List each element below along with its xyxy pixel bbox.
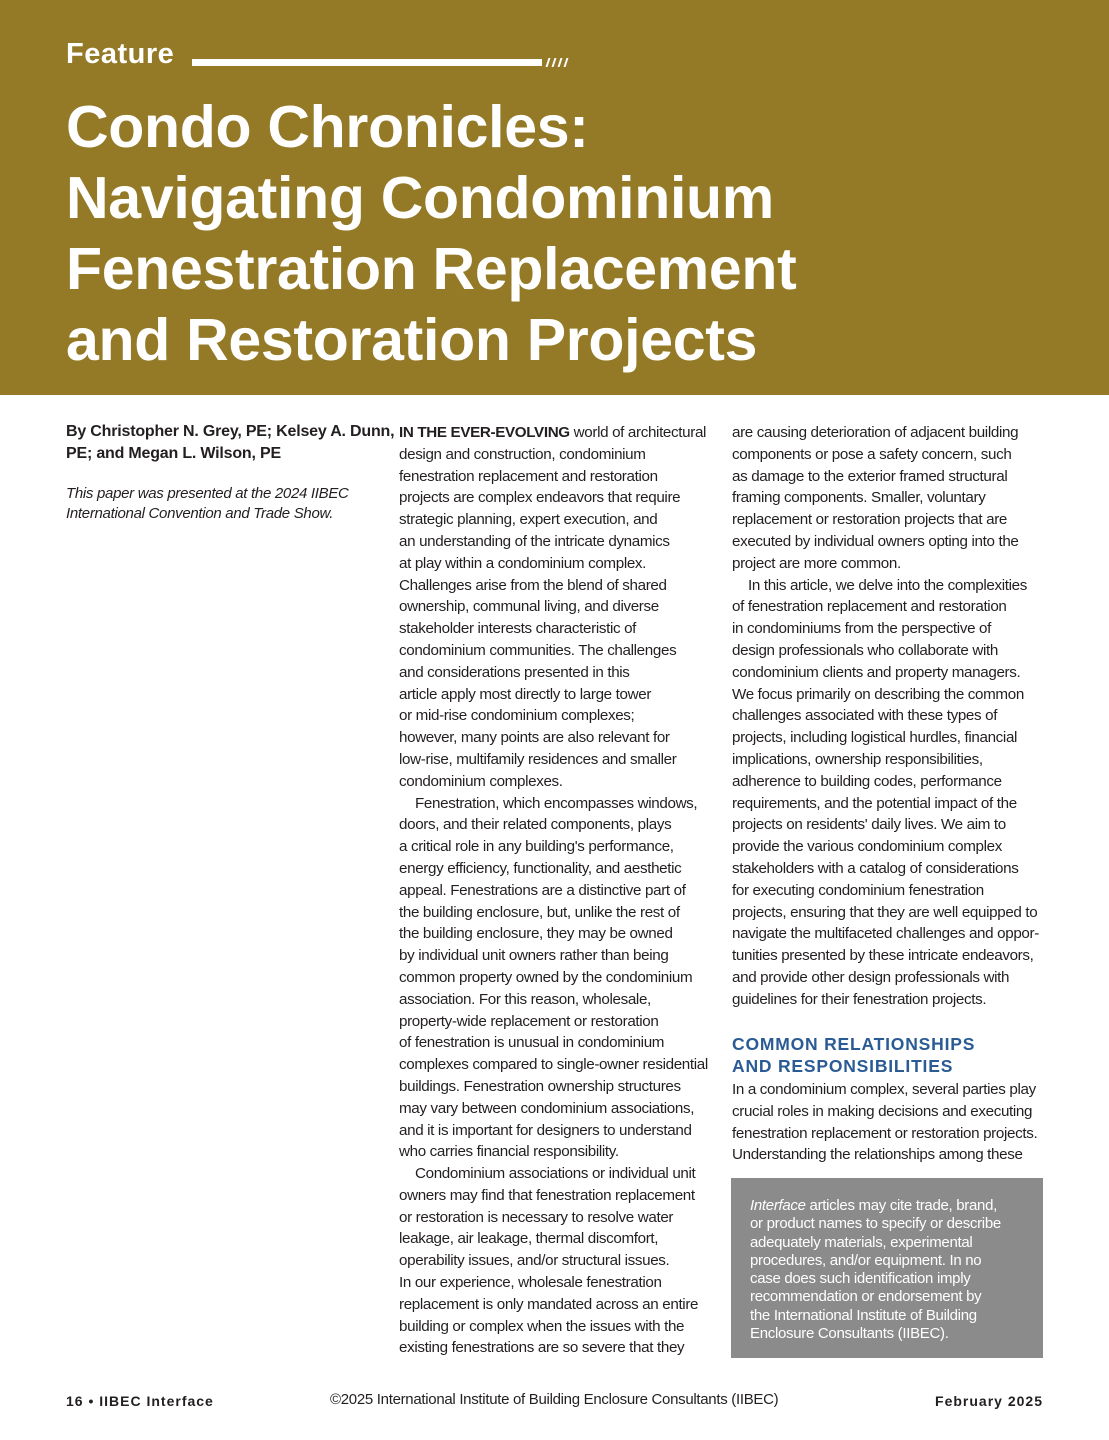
presentation-note xyxy=(66,484,382,524)
disclaimer-line: case does such identification imply xyxy=(750,1270,971,1288)
paragraph-line: In this article, we delve into the complexities xyxy=(748,576,1028,594)
paragraph-line: projects on residents' daily lives. We aim to xyxy=(732,816,1006,834)
paragraph-line: are causing deterioration of adjacent building xyxy=(732,424,1019,441)
paragraph-line: operability issues, and/or structural issues. xyxy=(399,1252,670,1270)
paragraph-line: projects, including logistical hurdles, financial xyxy=(732,729,1018,747)
title-line: Fenestration Replacement xyxy=(66,236,797,302)
article-title xyxy=(66,92,1066,376)
paragraph-line: replacement is only mandated across an entire xyxy=(399,1295,699,1313)
paragraph-line: In a condominium complex, several parties play xyxy=(732,1081,1036,1098)
paragraph-line: existing fenestrations are so severe that they xyxy=(399,1339,685,1357)
disclaimer-line: or product names to specify or describe xyxy=(750,1215,1001,1233)
paragraph-line: fenestration replacement or restoration projects. xyxy=(732,1124,1038,1142)
paragraph-line: and it is important for designers to understand xyxy=(399,1121,692,1139)
paragraph-line: Challenges arise from the blend of shared xyxy=(399,576,667,594)
paragraph-line: projects are complex endeavors that require xyxy=(399,489,681,507)
title-line: Condo Chronicles: xyxy=(66,94,589,160)
paragraph-line: fenestration replacement and restoration xyxy=(399,467,658,485)
paragraph-line: ownership, communal living, and diverse xyxy=(399,598,659,616)
disclaimer-line: the International Institute of Building xyxy=(750,1306,977,1324)
paragraph-line: and considerations presented in this xyxy=(399,663,630,681)
paragraph-line: common property owned by the condominium xyxy=(399,968,693,986)
footer-copyright: ©2025 International Institute of Building Enclosure Consultants (IIBEC) xyxy=(330,1391,779,1408)
paragraph-line: buildings. Fenestration ownership structures xyxy=(399,1077,681,1095)
paragraph-line: We focus primarily on describing the common xyxy=(732,685,1024,703)
disclaimer-line: recommendation or endorsement by xyxy=(750,1288,982,1306)
paragraph-line: as damage to the exterior framed structural xyxy=(732,467,1008,485)
paragraph-line: association. For this reason, wholesale, xyxy=(399,990,651,1008)
paragraph-line: at play within a condominium complex. xyxy=(399,554,647,572)
section-rule-ticks xyxy=(545,58,571,67)
paragraph-line: or mid-rise condominium complexes; xyxy=(399,707,635,725)
paragraph-line: challenges associated with these types of xyxy=(732,707,998,725)
paragraph-line: requirements, and the potential impact of the xyxy=(732,794,1017,812)
paragraph-line: an understanding of the intricate dynamics xyxy=(399,532,670,550)
footer-issue-date: February 2025 xyxy=(935,1393,1043,1409)
paragraph-line: replacement or restoration projects that are xyxy=(732,511,1007,529)
paragraph-line: who carries financial responsibility. xyxy=(399,1143,619,1161)
paragraph-line: the building enclosure, but, unlike the rest of xyxy=(399,903,680,921)
presentation-note-line: International Convention and Trade Show. xyxy=(66,505,334,522)
section-heading-line: COMMON RELATIONSHIPS xyxy=(732,1034,976,1054)
paragraph-line: article apply most directly to large tower xyxy=(399,685,652,703)
paragraph-line: of fenestration replacement and restoration xyxy=(732,598,1007,616)
disclaimer-box xyxy=(731,1178,1043,1358)
byline-line: By Christopher N. Grey, PE; Kelsey A. Dunn, xyxy=(66,423,395,440)
title-line: and Restoration Projects xyxy=(66,307,758,373)
paragraph-line: may vary between condominium associations, xyxy=(399,1099,695,1117)
lead-in: IN THE EVER-EVOLVING xyxy=(399,424,570,441)
body-column-1 xyxy=(399,422,711,1359)
paragraph-line: project are more common. xyxy=(732,554,901,572)
paragraph-line: or restoration is necessary to resolve water xyxy=(399,1208,674,1226)
paragraph-line: of fenestration is unusual in condominium xyxy=(399,1034,665,1052)
paragraph-line: appeal. Fenestrations are a distinctive part of xyxy=(399,881,686,899)
paragraph-line: stakeholder interests characteristic of xyxy=(399,620,637,638)
paragraph-line: in condominiums from the perspective of xyxy=(732,620,992,638)
paragraph-line: adherence to building codes, performance xyxy=(732,772,1002,790)
paragraph-line: energy efficiency, functionality, and aesthetic xyxy=(399,859,682,877)
paragraph-line: property-wide replacement or restoration xyxy=(399,1012,659,1030)
paragraph-line: Understanding the relationships among these xyxy=(732,1146,1023,1164)
paragraph-line: condominium clients and property managers. xyxy=(732,663,1021,681)
paragraph-line: design and construction, condominium xyxy=(399,445,646,463)
presentation-note-line: This paper was presented at the 2024 IIBEC xyxy=(66,485,349,502)
disclaimer-line: Enclosure Consultants (IIBEC). xyxy=(750,1325,949,1343)
footer-page-info: 16 • IIBEC Interface xyxy=(66,1393,214,1409)
paragraph-line: guidelines for their fenestration projects. xyxy=(732,990,987,1008)
paragraph-line: Condominium associations or individual unit xyxy=(415,1165,696,1183)
author-byline xyxy=(66,421,395,465)
paragraph-line: Fenestration, which encompasses windows, xyxy=(415,794,698,812)
paragraph-line: world of architectural xyxy=(569,424,707,441)
paragraph-line: complexes compared to single-owner residential xyxy=(399,1056,708,1074)
paragraph-line: provide the various condominium complex xyxy=(732,838,1002,856)
disclaimer-line: articles may cite trade, brand, xyxy=(805,1197,997,1214)
body-column-2 xyxy=(732,422,1044,1011)
paragraph-line: implications, ownership responsibilities, xyxy=(732,750,983,768)
paragraph-line: the building enclosure, they may be owned xyxy=(399,925,673,943)
paragraph-line: crucial roles in making decisions and executing xyxy=(732,1102,1033,1120)
paragraph-line: executed by individual owners opting into the xyxy=(732,532,1019,550)
paragraph-line: design professionals who collaborate with xyxy=(732,641,998,659)
paragraph-line: condominium communities. The challenges xyxy=(399,641,677,659)
paragraph-line: for executing condominium fenestration xyxy=(732,881,984,899)
paragraph-line: components or pose a safety concern, such xyxy=(732,445,1012,463)
body-column-2-continued xyxy=(732,1079,1044,1166)
paragraph-line: a critical role in any building's performance, xyxy=(399,838,674,856)
title-banner xyxy=(0,0,1109,395)
disclaimer-line: procedures, and/or equipment. In no xyxy=(750,1251,982,1269)
paragraph-line: framing components. Smaller, voluntary xyxy=(732,489,986,507)
paragraph-line: building or complex when the issues with the xyxy=(399,1317,685,1335)
paragraph-line: navigate the multifaceted challenges and oppor- xyxy=(732,925,1039,943)
paragraph-line: doors, and their related components, plays xyxy=(399,816,672,834)
magazine-name: Interface xyxy=(750,1197,806,1214)
paragraph-line: projects, ensuring that they are well equipped to xyxy=(732,903,1038,921)
section-heading-line: AND RESPONSIBILITIES xyxy=(732,1056,954,1076)
paragraph-line: stakeholders with a catalog of considerations xyxy=(732,859,1019,877)
paragraph-line: condominium complexes. xyxy=(399,772,563,790)
paragraph-line: tunities presented by these intricate endeavors, xyxy=(732,947,1034,965)
paragraph-line: leakage, air leakage, thermal discomfort, xyxy=(399,1230,659,1248)
paragraph-line: owners may find that fenestration replacement xyxy=(399,1186,695,1204)
section-label: Feature xyxy=(66,38,175,70)
paragraph-line: however, many points are also relevant for xyxy=(399,729,670,747)
title-line: Navigating Condominium xyxy=(66,165,774,231)
paragraph-line: low-rise, multifamily residences and smaller xyxy=(399,750,677,768)
paragraph-line: In our experience, wholesale fenestration xyxy=(399,1274,662,1292)
paragraph-line: and provide other design professionals with xyxy=(732,968,1010,986)
section-heading xyxy=(732,1033,1044,1077)
section-rule xyxy=(192,59,542,66)
disclaimer-line: adequately materials, experimental xyxy=(750,1233,973,1251)
paragraph-line: by individual unit owners rather than being xyxy=(399,947,669,965)
byline-line: PE; and Megan L. Wilson, PE xyxy=(66,445,281,462)
paragraph-line: strategic planning, expert execution, and xyxy=(399,511,658,529)
